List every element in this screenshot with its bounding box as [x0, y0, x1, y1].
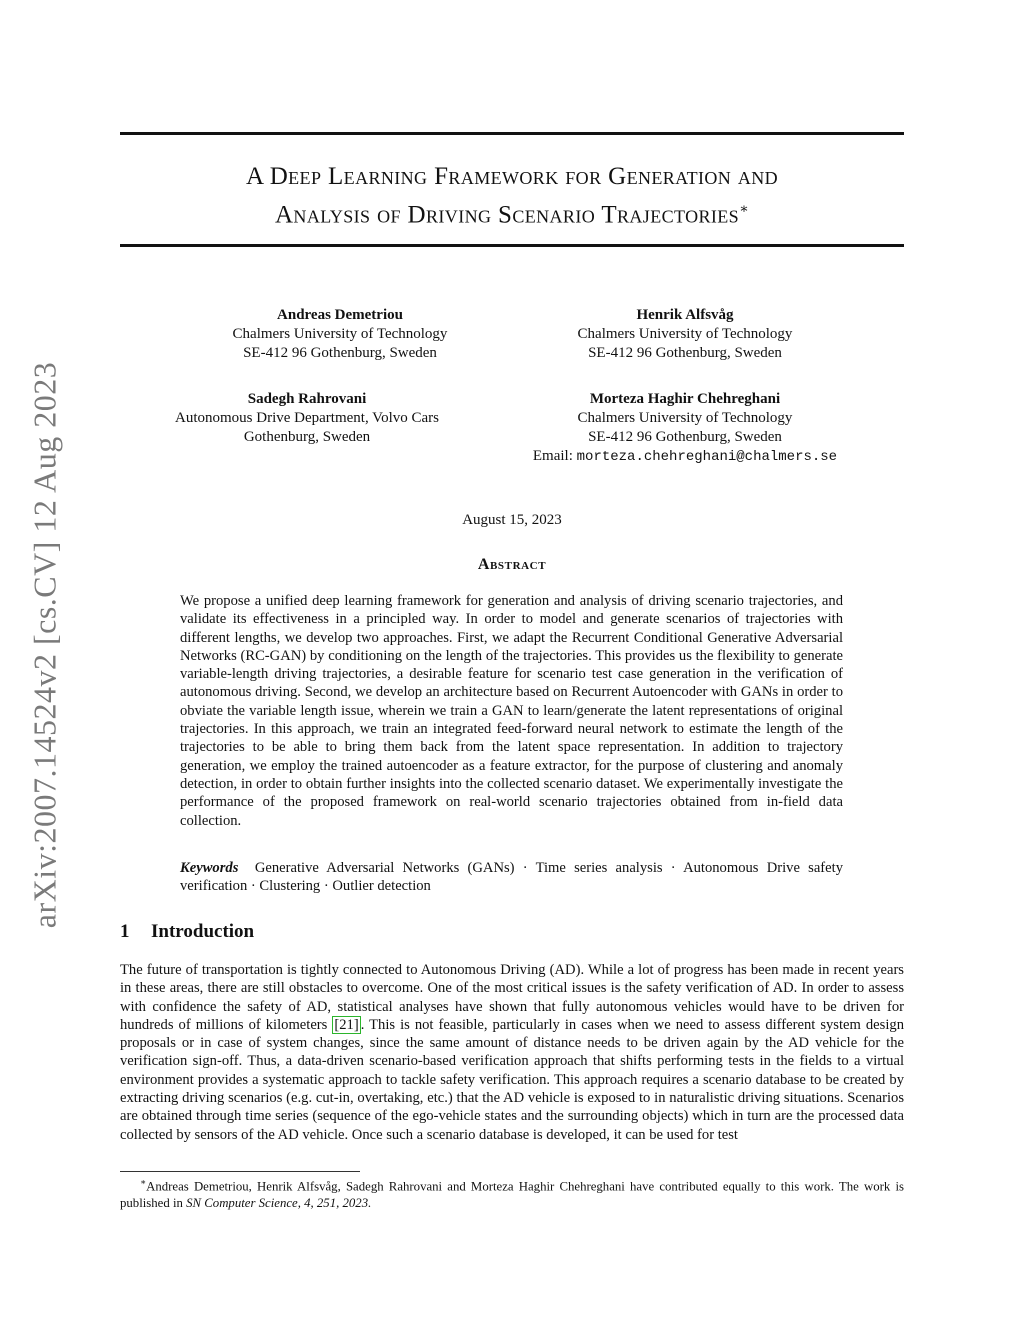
author-affiliation: Chalmers University of Technology — [577, 326, 793, 342]
footnote — [120, 1174, 904, 1211]
keywords-text: Generative Adversarial Networks (GANs) · Time series analysis · Autonomous Drive safety verification · Clustering · Outlier detection — [180, 860, 843, 895]
section-title: Introduction — [151, 921, 255, 942]
footnote-text: Andreas Demetriou, Henrik Alfsvåg, Sadegh Rahrovani and Morteza Haghir Chehreghani have contributed equally to this work. The work is published in — [120, 1179, 904, 1210]
author-block — [485, 390, 885, 467]
paper-title — [120, 160, 904, 231]
author-block — [180, 306, 500, 363]
section-heading — [120, 921, 620, 943]
title-footnote-marker: ∗ — [739, 202, 750, 217]
author-address: SE-412 96 Gothenburg, Sweden — [588, 429, 782, 445]
author-block — [147, 390, 467, 447]
arxiv-identifier-stamp: arXiv:2007.14524v2 [cs.CV] 12 Aug 2023 — [26, 361, 63, 929]
email-label: Email: — [532, 448, 573, 464]
author-name: Andreas Demetriou — [277, 307, 403, 323]
author-name: Henrik Alfsvåg — [636, 307, 734, 323]
footnote-marker: ∗ — [140, 1177, 147, 1187]
title-bottom-rule — [120, 244, 904, 247]
abstract-heading: Abstract — [477, 556, 547, 573]
citation-link[interactable]: [21] — [334, 1016, 359, 1033]
section-number: 1 — [120, 921, 130, 942]
author-affiliation: Chalmers University of Technology — [577, 410, 793, 426]
author-address: SE-412 96 Gothenburg, Sweden — [243, 345, 437, 361]
title-line-1: A Deep Learning Framework for Generation and — [245, 163, 779, 190]
title-line-2-text: Analysis of Driving Scenario Trajectories — [274, 201, 740, 229]
footnote-rule — [120, 1171, 360, 1172]
introduction-text — [120, 961, 904, 1144]
author-affiliation: Chalmers University of Technology — [232, 326, 448, 342]
keywords-label: Keywords — [180, 860, 239, 876]
publication-date: August 15, 2023 — [462, 512, 562, 528]
email-link[interactable]: morteza.chehreghani@chalmers.se — [576, 449, 838, 465]
author-affiliation: Autonomous Drive Department, Volvo Cars — [174, 410, 439, 426]
footnote-publication: SN Computer Science, 4, 251, 2023. — [186, 1195, 372, 1210]
author-name: Morteza Haghir Chehreghani — [589, 391, 781, 407]
intro-text-part-2: . This is not feasible, particularly in cases when we need to assess different system design proposals or in case of system changes, since the same amount of distance needs to be driven again by the AD vehicle for the verification sign-off. Thus, a data-driven scenario-based verification approach that shifts performing tests in the fields to a virtual environment provides a systematic approach to tackle safety verification. This approach requires a scenario database to be created by extracting driving scenarios (e.g. cut-in, overtaking, etc.) that the AD vehicle is exposed to in naturalistic driving situations. Scenarios are obtained through time series (sequence of the ego-vehicle states and the surrounding objects) which in turn are the processed data collected by sensors of the AD vehicle. Once such a scenario database is developed, it can be used for test — [120, 1016, 904, 1143]
author-name: Sadegh Rahrovani — [247, 391, 367, 407]
keywords-block — [180, 859, 843, 896]
intro-text-part-1: The future of transportation is tightly connected to Autonomous Driving (AD). While a lot of progress has been made in recent years in these areas, there are still obstacles to overcome. One of the most critical issues is the safety verification of AD. In order to assess with confidence the safety of AD, statistical analyses have shown that fully autonomous vehicles would have to be driven for hundreds of millions of kilometers — [120, 962, 904, 1033]
title-top-rule — [120, 132, 904, 135]
title-line-2 — [120, 193, 904, 231]
author-address: SE-412 96 Gothenburg, Sweden — [588, 345, 782, 361]
author-block — [525, 306, 845, 363]
author-address: Gothenburg, Sweden — [243, 429, 371, 445]
abstract-text: We propose a unified deep learning framework for generation and analysis of driving scenario trajectories, and validate its effectiveness in a principled way. In order to model and generate scenarios of trajectories with different lengths, we develop two approaches. First, we adapt the Recurrent Conditional Generative Adversarial Networks (RC-GAN) by conditioning on the length of the trajectories. This provides us the flexibility to generate variable-length driving trajectories, a desirable feature for scenario test case generation in the verification of autonomous driving. Second, we develop an architecture based on Recurrent Autoencoder with GANs in order to obviate the variable length issue, wherein we train a GAN to learn/generate the latent representations of original trajectories. In this approach, we train an integrated feed-forward neural network to estimate the length of the trajectories to be able to bring them back from the latent space representation. In addition to trajectory generation, we employ the trained autoencoder as a feature extractor, for the purpose of clustering and anomaly detection, in order to obtain further insights into the collected scenario dataset. We experimentally investigate the performance of the proposed framework on real-world scenario trajectories obtained from in-field data collection. — [180, 593, 843, 829]
author-email-line — [485, 447, 885, 467]
